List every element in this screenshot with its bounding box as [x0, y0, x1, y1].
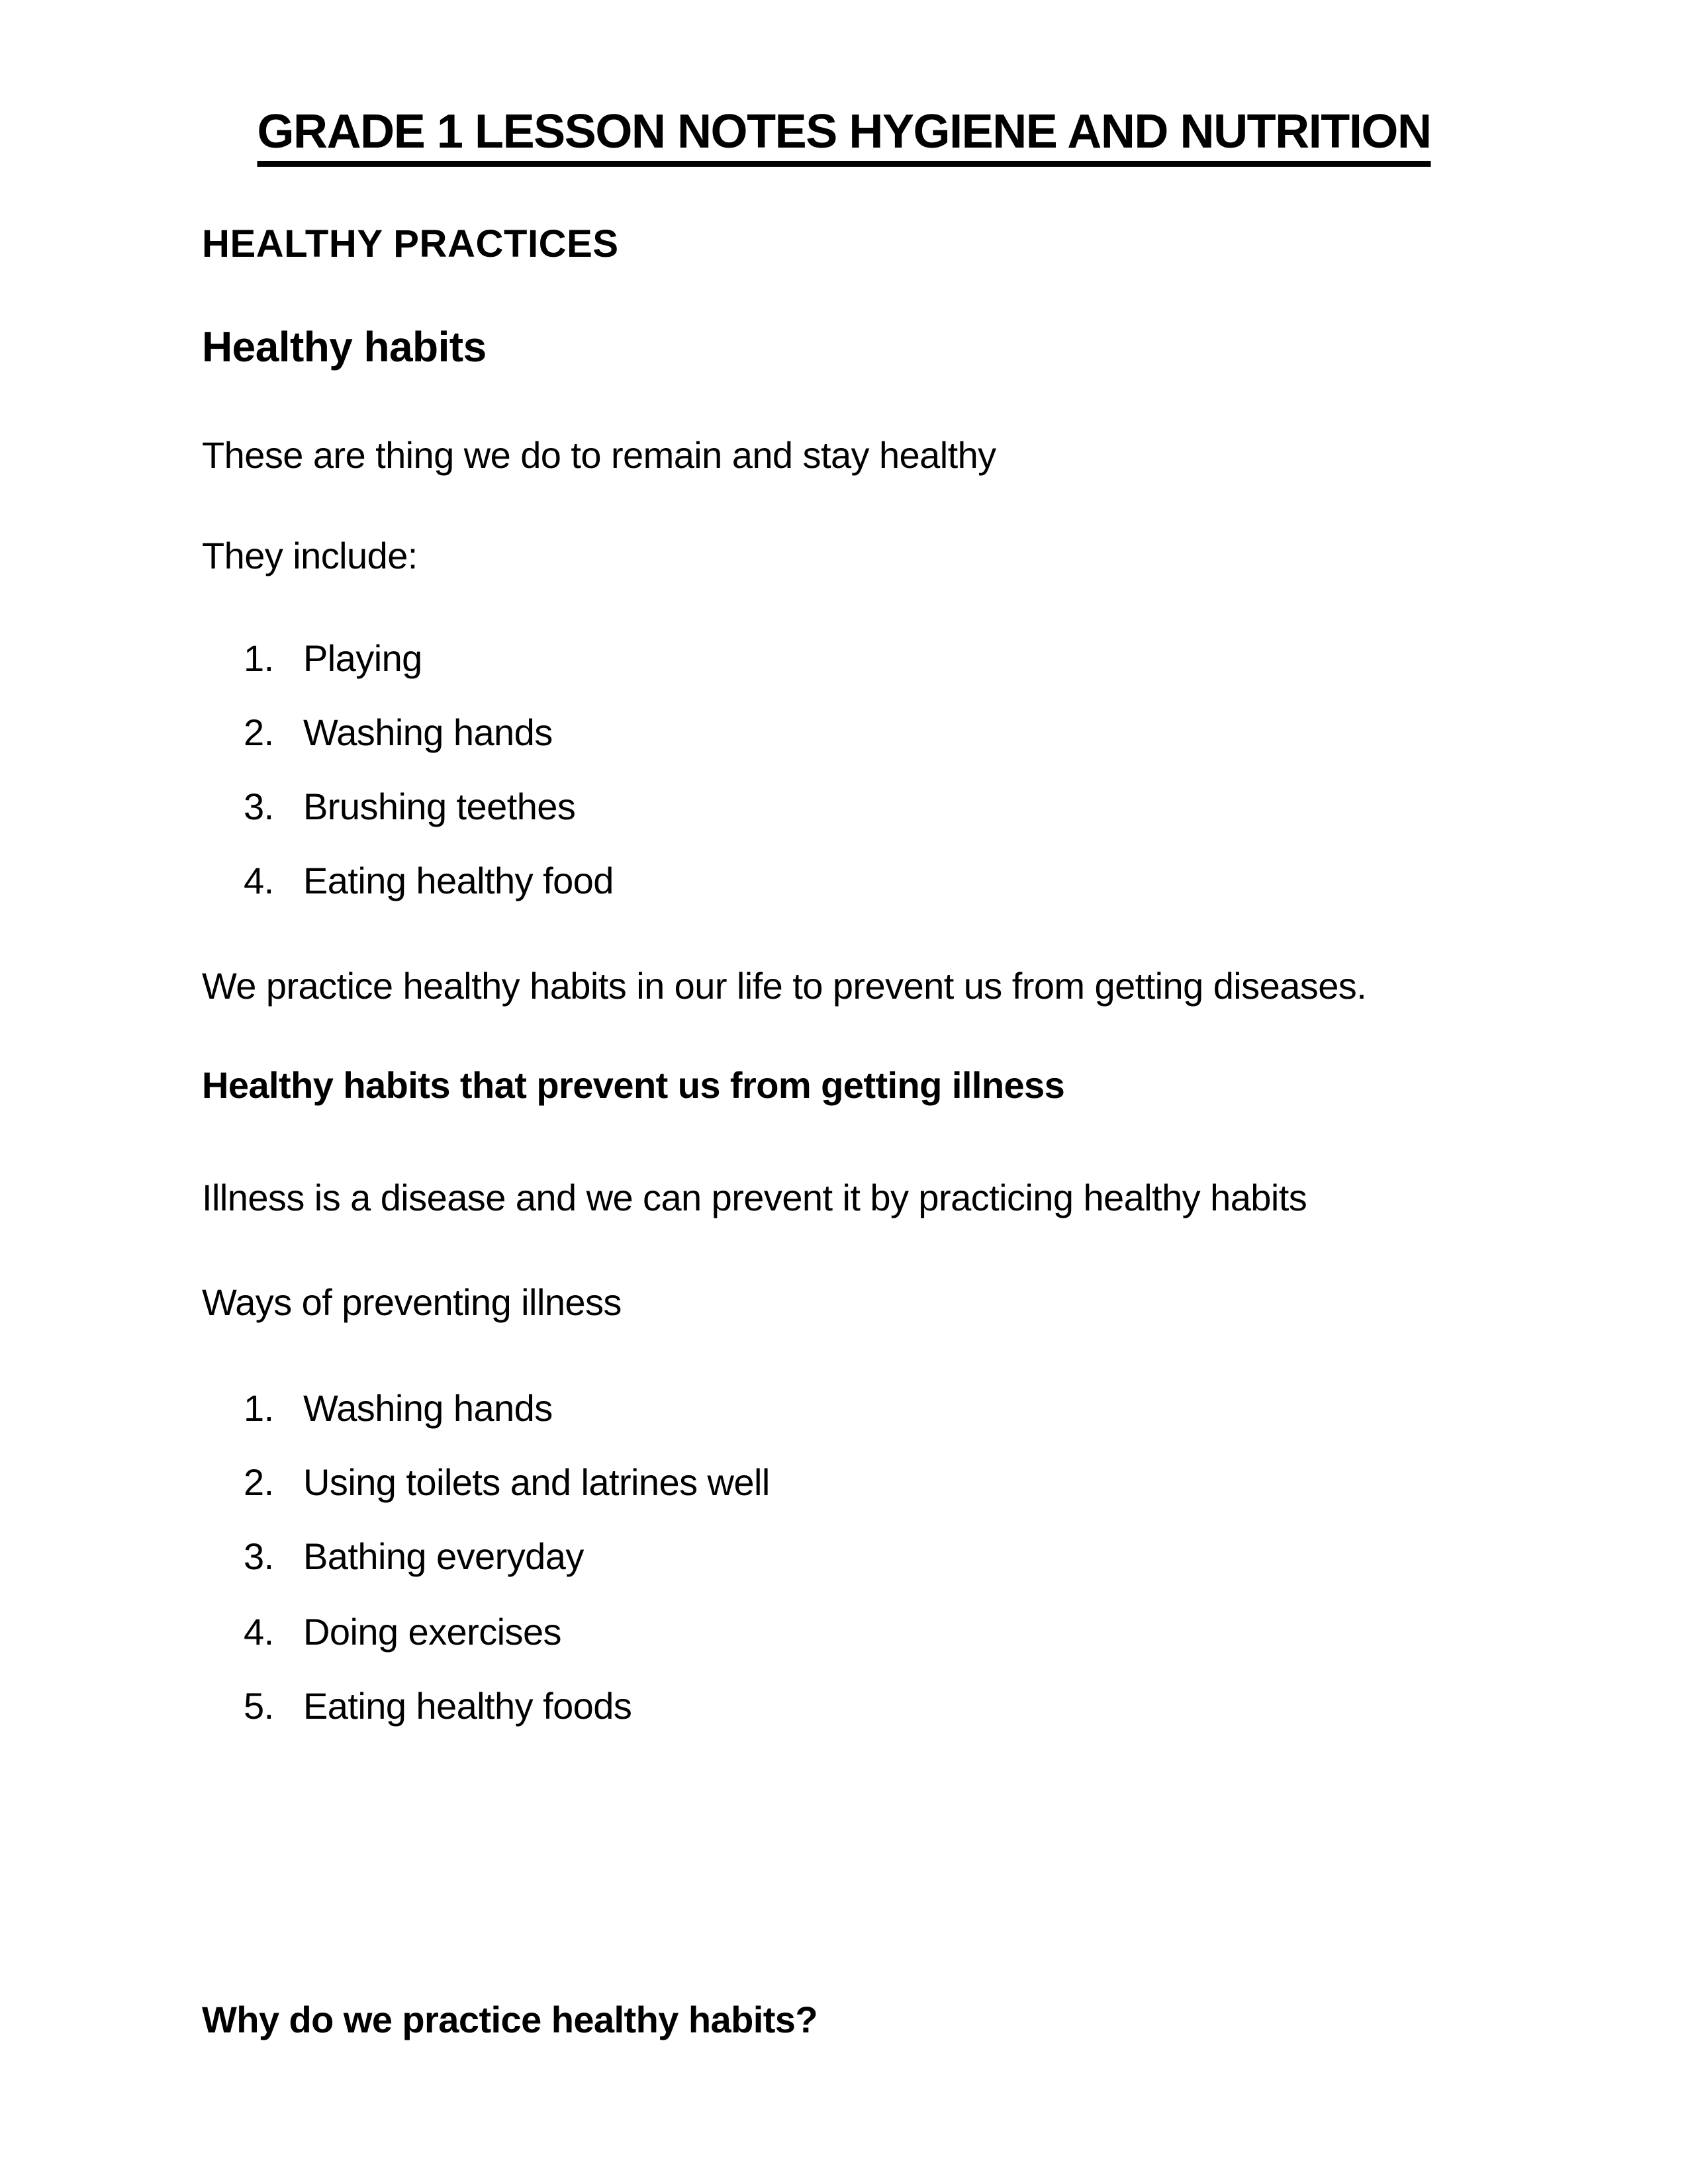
- topic-heading: Healthy habits: [202, 323, 487, 371]
- list-item-number: 3.: [244, 1535, 274, 1577]
- include-label: They include:: [202, 535, 418, 576]
- prevent-heading: Healthy habits that prevent us from getting illness: [202, 1064, 1065, 1106]
- list-item-label: Using toilets and latrines well: [303, 1461, 770, 1503]
- page-title: [0, 105, 1688, 159]
- prevention-list-item: [244, 1685, 632, 1727]
- list-item-label: Eating healthy foods: [303, 1685, 632, 1727]
- list-item-label: Eating healthy food: [303, 860, 614, 901]
- list-item-number: 2.: [244, 1461, 274, 1503]
- practice-sentence: We practice healthy habits in our life to prevent us from getting diseases.: [202, 965, 1367, 1007]
- list-item-number: 1.: [244, 637, 274, 679]
- prevention-list-item: [244, 1535, 584, 1578]
- list-item-number: 4.: [244, 860, 274, 901]
- list-item-number: 5.: [244, 1685, 274, 1727]
- prevention-list-item: [244, 1611, 561, 1653]
- prevention-list-item: [244, 1461, 770, 1504]
- page-title-text: GRADE 1 LESSON NOTES HYGIENE AND NUTRITION: [257, 105, 1431, 158]
- ways-heading: Ways of preventing illness: [202, 1281, 622, 1323]
- list-item-label: Washing hands: [303, 711, 553, 753]
- list-item-label: Bathing everyday: [303, 1535, 584, 1577]
- illness-sentence: Illness is a disease and we can prevent it by practicing healthy habits: [202, 1177, 1307, 1218]
- intro-sentence: These are thing we do to remain and stay healthy: [202, 434, 996, 476]
- habits-list-item: [244, 860, 614, 902]
- list-item-label: Doing exercises: [303, 1611, 561, 1653]
- list-item-number: 2.: [244, 711, 274, 753]
- section-heading: HEALTHY PRACTICES: [202, 222, 619, 265]
- list-item-label: Playing: [303, 637, 422, 679]
- list-item-label: Brushing teethes: [303, 786, 576, 827]
- habits-list-item: [244, 786, 575, 828]
- list-item-number: 4.: [244, 1611, 274, 1653]
- habits-list-item: [244, 711, 553, 754]
- prevention-list-item: [244, 1387, 553, 1430]
- list-item-number: 3.: [244, 786, 274, 827]
- list-item-number: 1.: [244, 1387, 274, 1429]
- habits-list-item: [244, 637, 422, 680]
- question-heading: Why do we practice healthy habits?: [202, 1999, 818, 2040]
- list-item-label: Washing hands: [303, 1387, 553, 1429]
